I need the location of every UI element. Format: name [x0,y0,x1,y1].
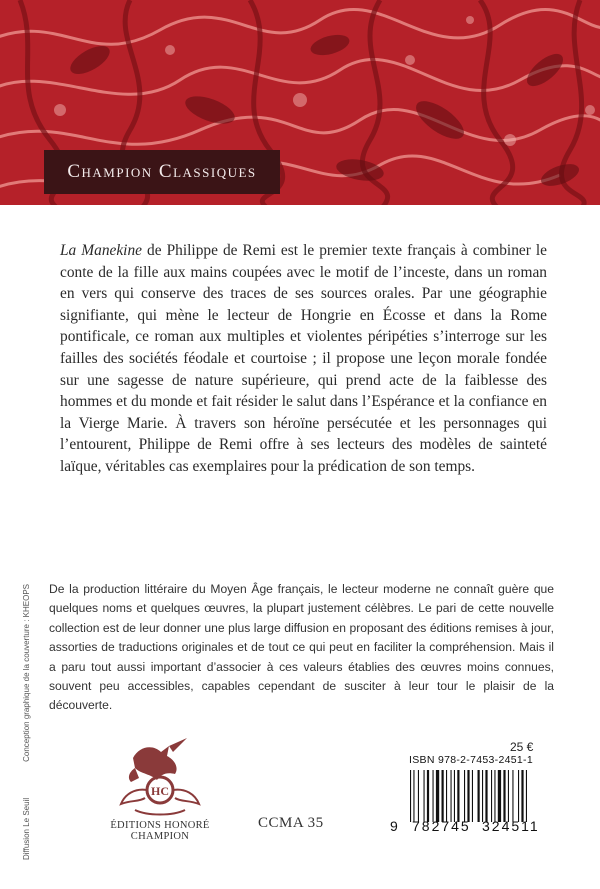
barcode-first-digit: 9 [390,818,398,834]
barcode-bar [427,770,429,822]
barcode-bar [482,770,483,822]
series-label: Champion Classiques [44,150,280,194]
barcode-bar [498,770,501,822]
barcode-bar [494,770,495,822]
barcode-bar [526,770,527,822]
blurb-text: de Philippe de Remi est le premier texte français à combiner le conte de la fille aux mains coupées avec le motif de l’inceste, dans un roman en vers qui conserve des traces de ses sources orales. Par une géographie signifiante, qui mène le lecteur de Hongrie en Écosse et dans la Rome pontificale, ce roman aux multiples et violentes péripéties s’interroge sur les failles des sociétés féodale et courtoise ; il propose une leçon morale fondée sur une sagesse de nature supérieure, qui prend acte de la faiblesse des hommes et du monde et fait résider le salut dans l’Espérance et la confiance en la Vierge Marie. À travers son héroïne persécutée et les personnages qui l’entourent, Philippe de Remi offre à ses lecteurs des modèles de sainteté laïque, véritables cas exemplaires pour la prédication de son temps. [60,242,547,475]
marbled-banner [0,0,600,205]
barcode-bar [424,770,425,822]
cover-design-credit: Conception graphique de la couverture : KHEOPS [22,583,31,762]
barcode-bar [436,770,439,822]
barcode-bar [442,770,444,822]
logo-monogram: HC [151,784,169,798]
barcode-bar [418,770,419,822]
barcode-block [390,754,552,854]
barcode-bar [478,770,480,822]
barcode-left-digits: 782745 [412,818,471,834]
barcode-bar [485,770,487,822]
barcode-bar [491,770,492,822]
book-blurb [60,240,547,478]
barcode-bar [518,770,519,822]
isbn-label: ISBN 978-2-7453-2451-1 [409,754,533,766]
barcode-bar [521,770,523,822]
barcode-bar [433,770,434,822]
book-title: La Manekine [60,242,142,259]
barcode-digits [390,818,552,838]
barcode-bar [512,770,513,822]
price: 25 € [510,740,534,754]
series-description: De la production littéraire du Moyen Âge français, le lecteur moderne ne connaît guère que quelques noms et quelques œuvres, la plupart justement célèbres. Le pari de cette nouvelle collection est de leur donner une plus large diffusion en proposant des éditions remises à jour, assorties de traductions originales et de tout ce qui peut en faciliter la compréhension. Mais il a paru tout aussi important d’associer à ces valeurs établies des œuvres moins connues, souvent peu accessibles, capables cependant de susciter à leur tour le plaisir de la découverte. [49,582,554,713]
barcode-bar [410,770,411,822]
barcode-bar [446,770,447,822]
barcode-bar [503,770,505,822]
barcode-bar [464,770,465,822]
barcode-bar [451,770,452,822]
barcode-bar [457,770,459,822]
barcode-bar [508,770,509,822]
barcode-bar [467,770,469,822]
publisher-name: ÉDITIONS HONORÉ CHAMPION [110,820,210,842]
barcode-bar [413,770,414,822]
catalog-number: CCMA 35 [258,815,324,831]
barcode-bar [472,770,473,822]
barcode-right-digits: 324511 [482,818,540,834]
credits-vertical [22,530,31,860]
distribution-credit: Diffusion Le Seuil [22,797,31,860]
barcode-bar [454,770,455,822]
